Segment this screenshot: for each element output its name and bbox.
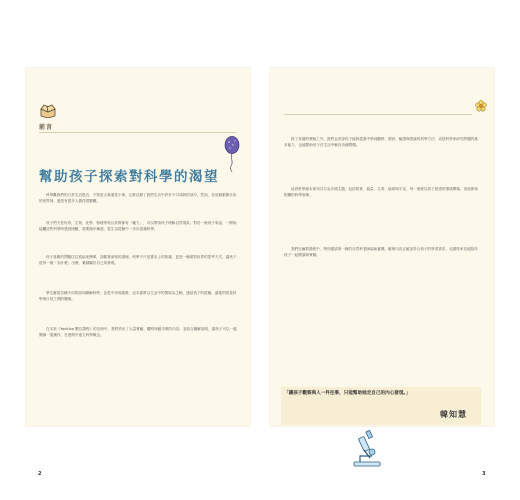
- paragraph: 在本套《Yoshiba 數位課程》的各冊中，我們設計了大量實驗、觀察與動手做的內容，並結合圖解說明，讓孩子可以一邊閱讀一邊操作，在遊戲中建立科學概念。: [39, 327, 237, 338]
- page-number: 2: [38, 471, 42, 477]
- microscope-icon: [350, 428, 384, 468]
- divider: [284, 114, 472, 115]
- quote: 「讓孩子觀察與人一件往事，只能幫助她走自己的內心發現。」: [284, 391, 411, 396]
- flower-icon: [475, 100, 487, 112]
- paragraph: 學生應從各種不同的面向瞭解科學，並從中得到啟發，這本書將以生活中的情境為主軸，連結孩子的經驗，讓他們看見科學與日常之間的關係。: [39, 291, 237, 302]
- paragraph: 科學離我們的日常生活很近，不管是大事還是小事，它都佔據了我們生活中許多不可或缺的部分。然而，在這個繁雜多彩的世界裡，還是有很多人覺得很艱難。: [39, 193, 237, 204]
- right-page: [270, 68, 494, 477]
- section-label: 前言: [39, 124, 54, 131]
- left-page: [26, 68, 250, 477]
- paragraph: 我們在編寫過程中，特別邀請第一線的自然科老師協助審閱，確保內容正確並符合孩子的學習需求，也期待家長能陪伴孩子一起閱讀與實驗。: [284, 247, 478, 258]
- divider: [39, 132, 237, 133]
- author-signature: 韓知慧: [440, 409, 467, 419]
- paragraph: 除了有趣的實驗之外，我們也希望孩子能夠從書中學到觀察、假設、驗證與推論的科學方法，這是科學家研究問題的基本能力，也能幫助孩子在生活中解決各種問題。: [284, 137, 478, 148]
- balloon-icon: [224, 136, 240, 172]
- page-number: 3: [482, 471, 486, 477]
- paragraph: 這套科學繪本系列共分為多個主題，包括物質、能量、生命、地球與宇宙，每一冊都以孩子熟悉的情境開場，再延伸到相關的科學原理。: [284, 187, 478, 198]
- paragraph: 孩子喜歡的問題往往看起來簡單，卻藏著深奧的道理。科學不只是書本上的知識，更是一種面對世界的思考方式，讓孩子從每一個「為什麼」出發，累積屬於自己的發現。: [39, 255, 237, 266]
- open-box-icon: [40, 104, 56, 118]
- chapter-title: 幫助孩子探索對科學的渴望: [39, 169, 219, 185]
- paragraph: 孩子們天性好奇，生物、化學、物理等科目其實都有「魔力」，可以帶領孩子理解自然現象。對於一般孩子來說，一開始接觸這些科學時感到困難，需要循序漸進，從生活經驗中一步步認識科學。: [39, 221, 237, 232]
